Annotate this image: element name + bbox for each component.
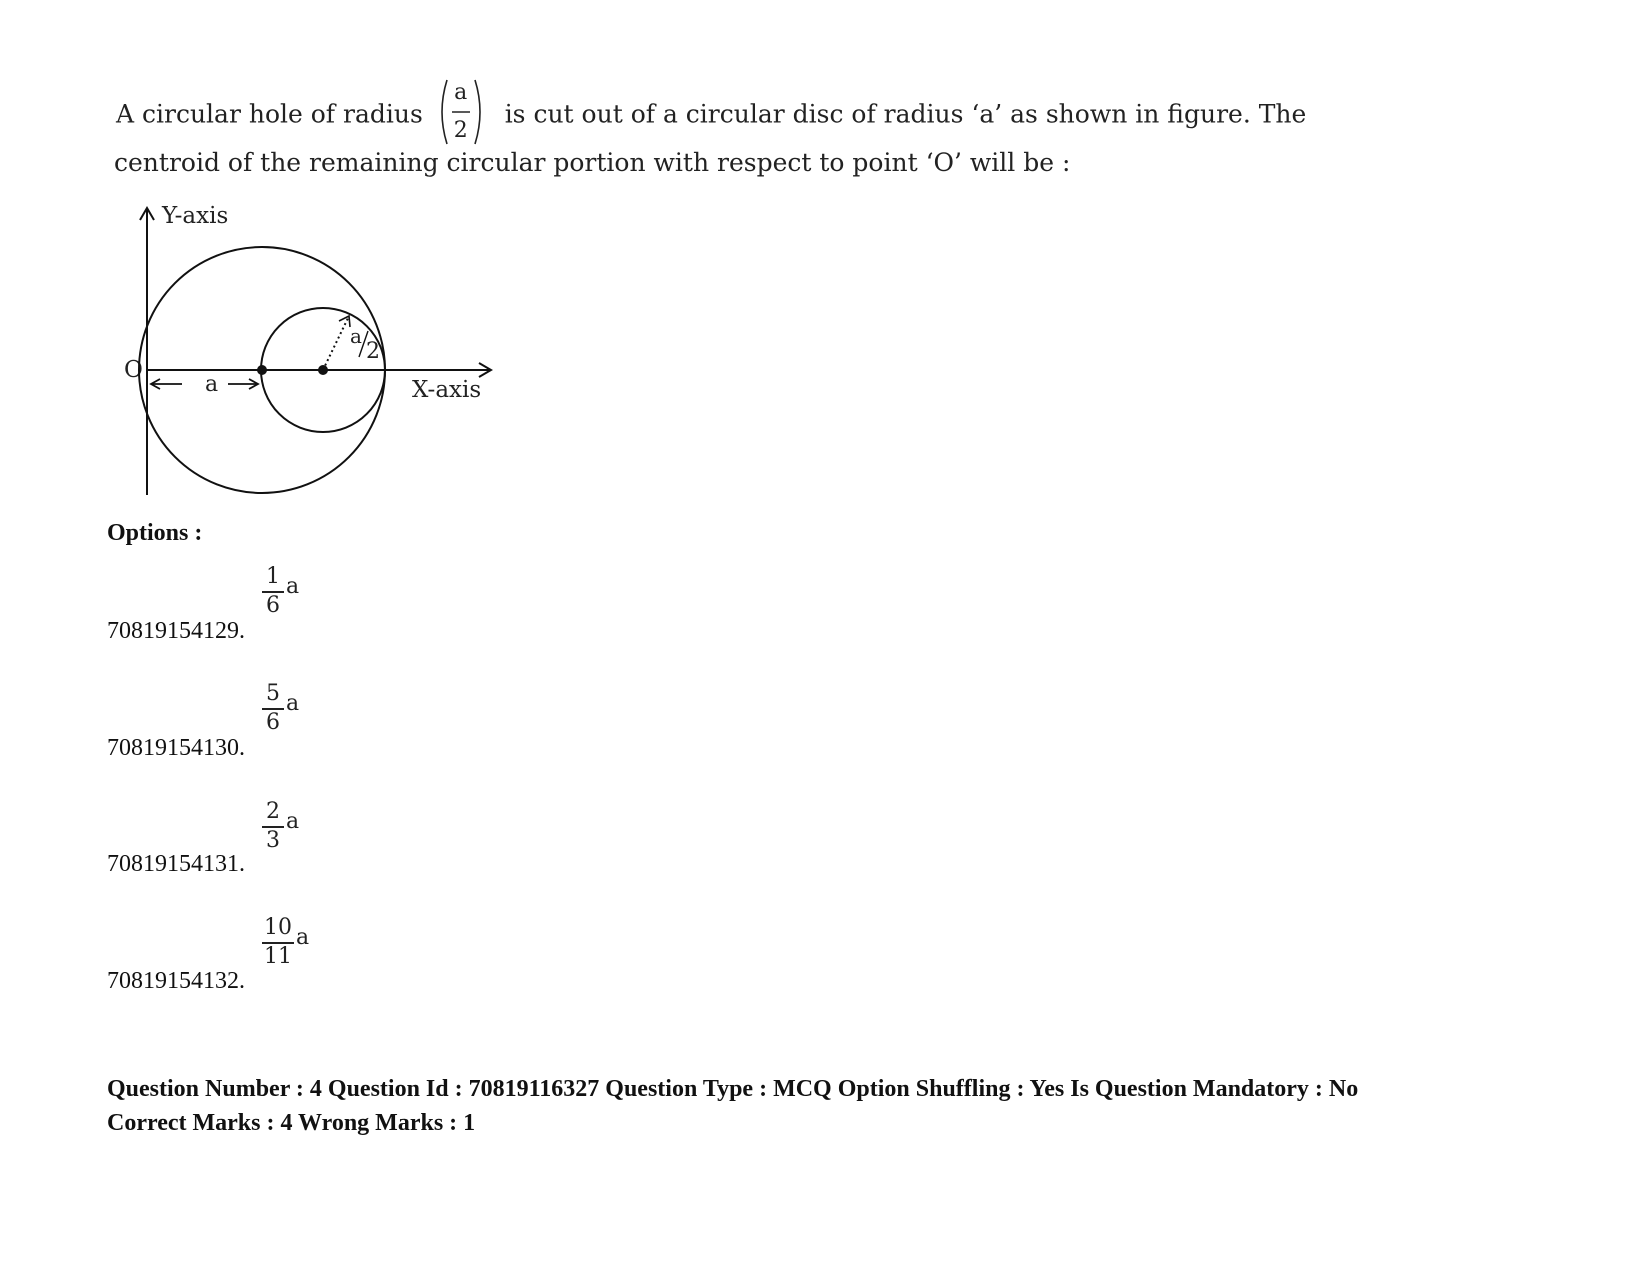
option-value-2 <box>262 683 306 749</box>
question-text-line-1 <box>116 80 1306 152</box>
option-id-1: 70819154129. <box>107 618 245 644</box>
y-axis-label: Y-axis <box>162 203 229 229</box>
option-3-numerator: 2 <box>266 799 280 824</box>
option-value-1 <box>262 566 306 632</box>
option-4-numerator: 10 <box>264 915 292 940</box>
question-text-before: A circular hole of radius <box>116 99 423 129</box>
option-4-denominator: 11 <box>264 944 292 969</box>
option-4-variable: a <box>296 925 310 950</box>
option-id-4: 70819154132. <box>107 968 245 994</box>
question-meta-line-1: Question Number : 4 Question Id : 70819116327 Question Type : MCQ Option Shuffling : Yes Is Question Mandatory : No <box>107 1076 1359 1102</box>
option-id-2: 70819154130. <box>107 735 245 761</box>
question-meta-line-2: Correct Marks : 4 Wrong Marks : 1 <box>107 1110 476 1136</box>
option-value-4 <box>262 917 312 983</box>
large-disc-center-dot <box>257 365 267 375</box>
radius-fraction <box>437 76 485 148</box>
x-axis-label: X-axis <box>412 377 482 403</box>
option-2-denominator: 6 <box>266 710 280 735</box>
option-1-denominator: 6 <box>266 593 280 618</box>
option-1-variable: a <box>286 574 300 599</box>
disc-figure <box>110 195 510 495</box>
radius-label-num: a <box>350 324 362 348</box>
question-text-line-2: centroid of the remaining circular portion with respect to point ‘O’ will be : <box>114 148 1071 177</box>
option-2-variable: a <box>286 691 300 716</box>
options-heading: Options : <box>107 520 203 546</box>
option-1-numerator: 1 <box>266 564 280 589</box>
radius-fraction-denominator: 2 <box>453 118 468 143</box>
option-3-variable: a <box>286 809 300 834</box>
question-text-after: is cut out of a circular disc of radius ‘a’ as shown in figure. The <box>504 99 1307 129</box>
radius-fraction-numerator: a <box>454 80 468 105</box>
radius-label-den: 2 <box>366 339 380 364</box>
option-id-3: 70819154131. <box>107 851 245 877</box>
distance-label: a <box>205 372 219 397</box>
hole-radius-arrow <box>339 316 350 327</box>
origin-label: O <box>124 357 143 383</box>
hole-radius-line <box>323 318 348 370</box>
option-3-denominator: 3 <box>266 828 280 853</box>
option-2-numerator: 5 <box>266 681 280 706</box>
option-value-3 <box>262 801 306 867</box>
